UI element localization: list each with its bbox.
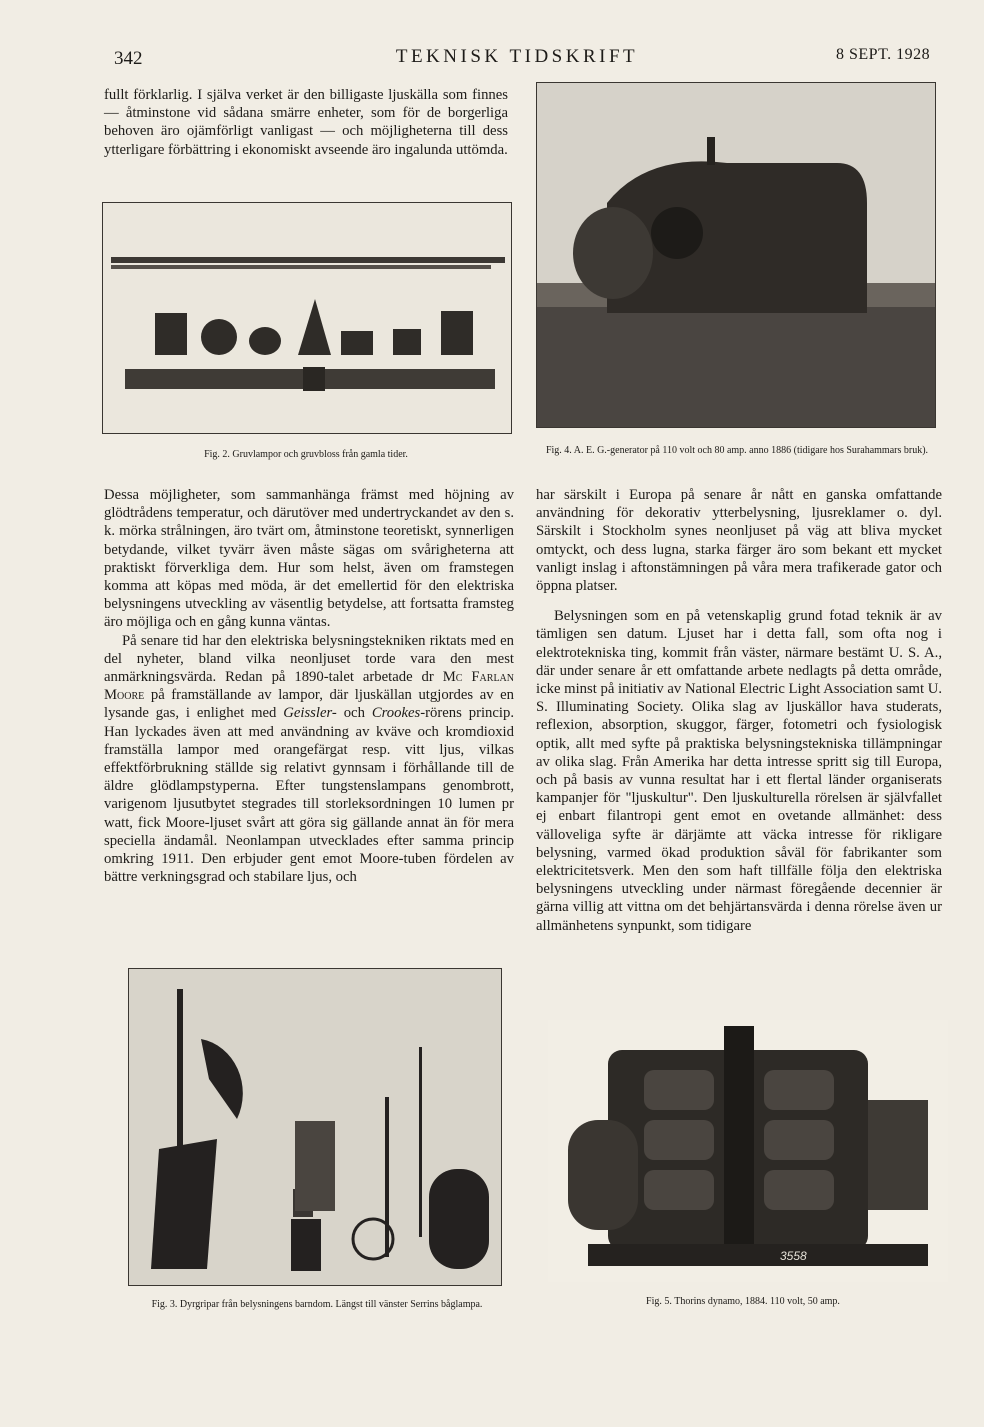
thorin-dynamo-illustration (548, 1020, 948, 1282)
figure-4-caption: Fig. 4. A. E. G.-generator på 110 volt och 80 amp. anno 1886 (tidigare hos Surahammars bruk). (545, 445, 929, 456)
aeg-generator-illustration (537, 83, 935, 427)
right-paragraph-1: har särskilt i Europa på senare år nått en ganska omfattande användning för dekorativ ytterbelysning, ljusreklamer o. dyl. Särskilt i Stockholm synes neonljuset på väg att bliva mycket omtyckt, och dess lugna, starka färger äro som bekant ett mycket vanligt inslag i aftonstämningen på våra mera trafikerade gator och öppna platser. (536, 487, 942, 595)
early-lamps-illustration (129, 969, 501, 1285)
intro-paragraph: fullt förklarlig. I själva verket är den billigaste ljuskälla som finnes — åtminstone vid sådana smärre enheter, som för de borgerliga behoven äro ojämförligt vanligast — och möjligheterna till dess ytterligare förbättring i ekonomiskt avseende äro ingalunda uttömda. (104, 87, 508, 158)
issue-date: 8 SEPT. 1928 (836, 46, 931, 63)
left-column-body (104, 486, 514, 886)
left-column-intro (104, 86, 508, 159)
figure-4-photo (536, 82, 936, 428)
plate-number: 3558 (780, 1249, 807, 1263)
body-paragraph-1: Dessa möjligheter, som sammanhänga främst med höjning av glödtrådens temperatur, och därutöver med undertryckandet av den s. k. mörka strålningen, äro tvärt om, åtminstone teoretiskt, synnerligen betydande, vilket tyvärr även måste sägas om svårigheterna att praktiskt förverkliga dem. Hur som helst, även om framstegen komma att köpas med möda, är det emellertid för den elektriska belysningens utveckling av väsentlig betydelse, att fortsatta framsteg äro möjliga och en gång kunna väntas. (104, 487, 514, 631)
page-header (0, 44, 984, 74)
person-name-moore: Mc Farlan Moore (104, 669, 515, 704)
body-paragraph-2: På senare tid har den elektriska belysningstekniken riktats med en del nyheter, bland vilka neonljuset torde vara den mest anmärkningsvärda. Redan på 1890-talet arbetade dr Mc Farlan Moore på framställande av lampor, där ljuskällan utgjordes av en lysande gas, i enlighet med Geissler- och Crookes-rörens princip. Han lyckades även att med användning av kväve och kromdioxid framställa lampor med orangefärgat resp. vitt ljus, vilkas effektförbrukning ställde sig relativt gynnsam i förhållande till de äldre glödlampstyperna. Efter tungstenslampans genombrott, varigenom ljusutbytet stegrades till storleksordningen 10 lumen pr watt, fick Moore-ljuset svårt att göra sig gällande annat än för mera speciella ändamål. Neonlampan utvecklades efter samma princip omkring 1911. Den erbjuder gent emot Moore-tuben fördelen av bättre verkningsgrad och stabilare ljus, och (104, 632, 515, 886)
figure-5-photo (548, 1020, 948, 1282)
page-number: 342 (114, 48, 143, 69)
name-crookes: Crookes (371, 705, 421, 722)
figure-3-caption: Fig. 3. Dyrgripar från belysningens barndom. Längst till vänster Serrins båglampa. (151, 1299, 483, 1310)
figure-2-caption: Fig. 2. Gruvlampor och gruvbloss från gamla tider. (204, 449, 408, 460)
name-geissler: Geissler- (283, 705, 337, 722)
figure-5-caption: Fig. 5. Thorins dynamo, 1884. 110 volt, 50 amp. (646, 1296, 840, 1307)
journal-title: TEKNISK TIDSKRIFT (395, 46, 639, 67)
right-paragraph-2: Belysningen som en på vetenskaplig grund fotad teknik är av tämligen sen datum. Ljuset har i detta fall, som ofta nog i elektrotekniska ting, kommit från väster, närmare bestämt U. S. A., där under senare år ett omfattande arbete nedlagts på detta område, icke minst på initiativ av National Electric Light Association samt U. S. Illuminating Society. Olika slag av ljuskällor hava studerats, reflexion, absorption, skuggor, färger, fotometri och fysiologisk optik, allt med syfte på praktiska belysningstekniska tillämpningar av olika slag. Från Amerika har detta intresse spritt sig till Europa, och på basis av vunna resultat har i ett flertal länder organiserats kampanjer för "ljuskultur". Den ljuskulturella rörelsen är självfallet ej enbart filantropi gent emot en ovetande allmänhet: dess välloveliga syfte är därjämte att väcka intresse för rikligare belysning, varmed ökad produktion såväl för fabrikanter som elektricitetsverk. Men den som haft tillfälle följa den elektriska belysningens utveckling under närmast föregående decennier är gärna villig att vittna om det behjärtansvärda i denna rörelse även ur allmänhetens synpunkt, som tidigare (536, 608, 942, 934)
figure-2-photo (102, 202, 512, 434)
mining-lamps-illustration (103, 203, 511, 433)
right-column-body (536, 486, 942, 935)
figure-3-photo (128, 968, 502, 1286)
